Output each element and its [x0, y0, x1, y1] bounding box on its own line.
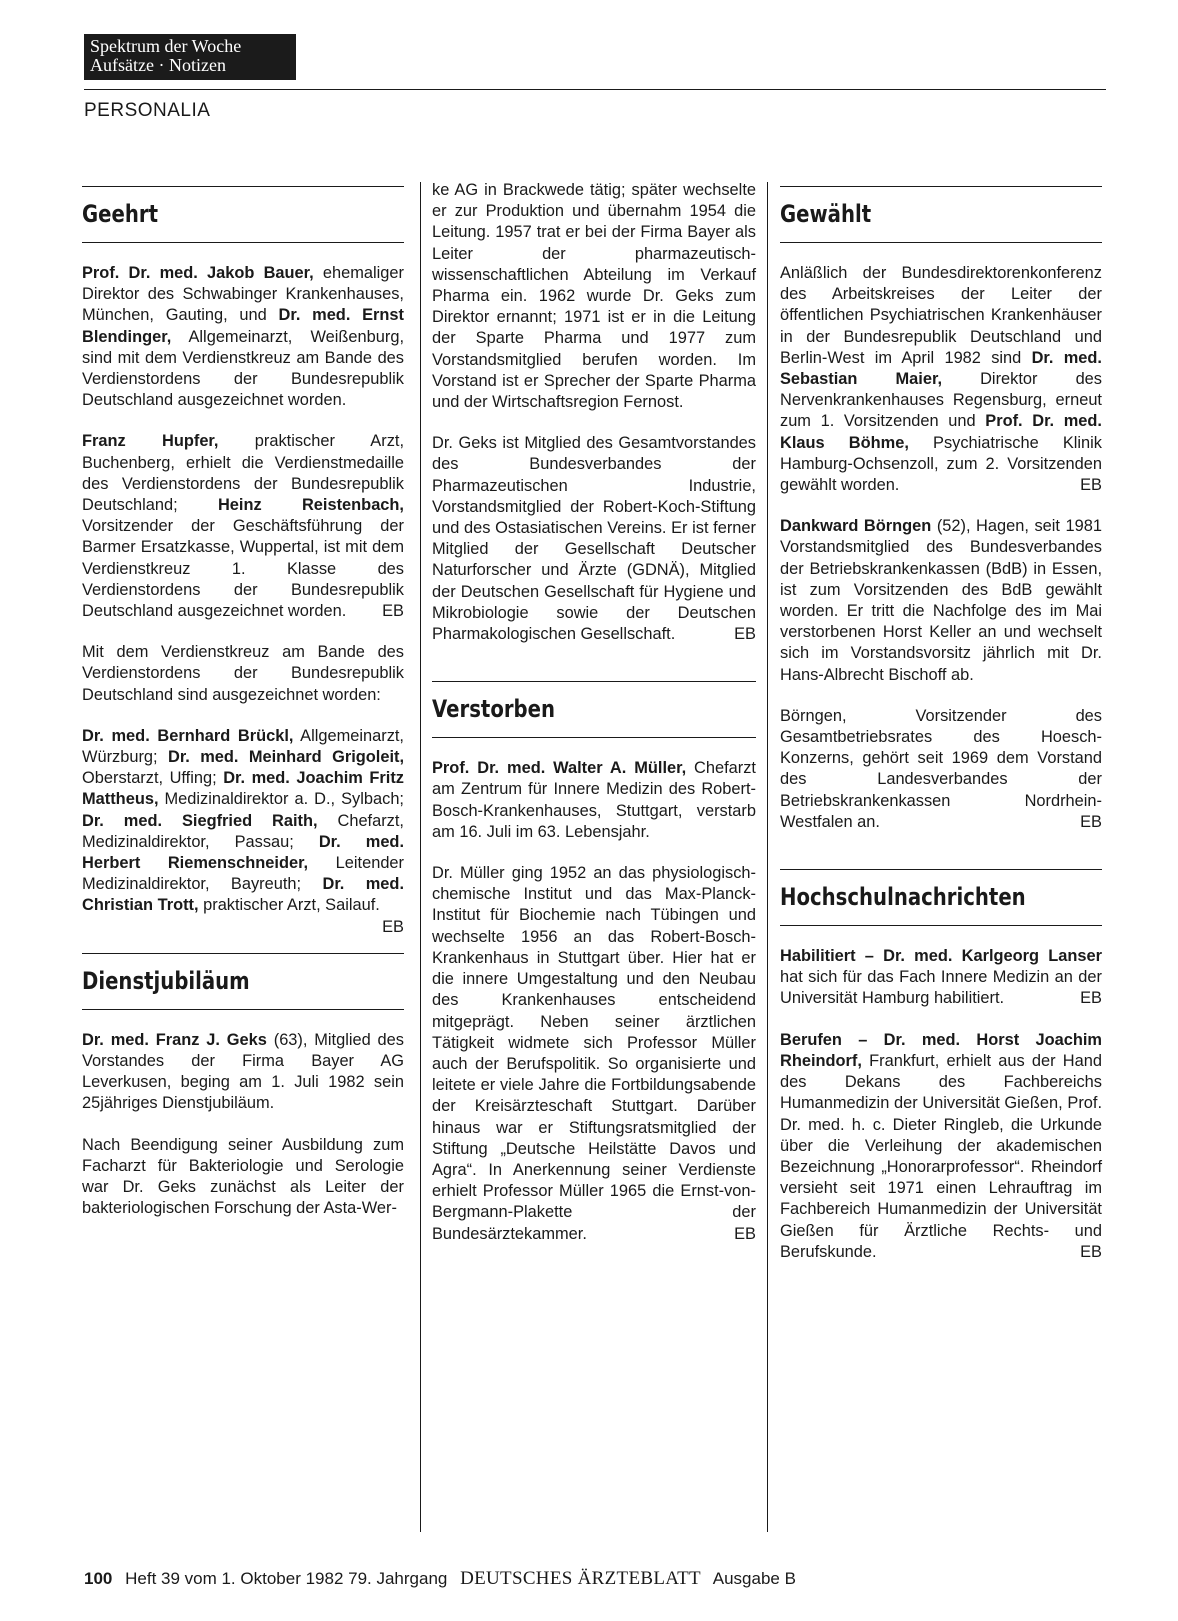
- signoff-eb: EB: [1080, 989, 1102, 1008]
- signoff-eb: EB: [1080, 812, 1102, 831]
- text-run: praktischer Arzt, Buchenberg, erhielt die Verdienstmedaille des Verdienstordens der Bundesrepublik Deutschland;: [82, 432, 404, 515]
- heading-hochschulnachrichten: Hochschulnachrichten: [780, 883, 1026, 912]
- person-name: Franz Hupfer,: [82, 432, 219, 451]
- text-run: Direktor des Nervenkrankenhauses Regensburg, erneut zum 1. Vorsitzenden und: [780, 370, 1102, 431]
- text-run: Anläßlich der Bundesdirektorenkonferenz des Arbeitskreises der Leiter der öffentlichen Psychiatrischen Krankenhäuser in der Bundesrepublik Deutschland und Berlin-West im April 1982 sind: [780, 264, 1102, 367]
- person-name: Prof. Dr. med. Jakob Bauer,: [82, 264, 314, 282]
- text-run: Chefarzt am Zentrum für Innere Medizin des Robert-Bosch-Krankenhauses, Stuttgart, verstarb am 16. Juli im 63. Lebensjahr.: [432, 759, 756, 841]
- signoff-eb: EB: [1080, 476, 1102, 495]
- heading-hochschulnachrichten-block: [780, 869, 1102, 926]
- person-name: Dr. med. Meinhard Grigoleit,: [167, 748, 405, 767]
- text-run: Allgemeinarzt, Weißenburg, sind mit dem Verdienstkreuz am Bande des Verdienstordens der Bundesrepublik Deutschland ausgezeichnet worden.: [82, 327, 404, 410]
- paragraph: [780, 946, 1102, 1010]
- text-run: Psychiatrische Klinik Hamburg-Ochsenzoll, zum 2. Vorsitzenden gewählt worden.: [780, 433, 1102, 495]
- text-run: Nach Beendigung seiner Ausbildung zum Facharzt für Bakteriologie und Serologie war Dr. Geks zunächst als Leiter der bakteriologischen Forschung der Asta-Wer-: [82, 1135, 404, 1218]
- column-1: [82, 186, 404, 1239]
- heading-dienstjubilaeum-block: [82, 953, 404, 1010]
- text-run: Mit dem Verdienstkreuz am Bande des Verdienstordens der Bundesrepublik Deutschland sind ausgezeichnet worden:: [82, 643, 404, 704]
- text-run: Medizinaldirektor a. D., Sylbach;: [158, 790, 404, 809]
- text-run: (63), Mitglied des Vorstandes der Firma Bayer AG Leverkusen, beging am 1. Juli 1982 sein 25jähriges Dienstjubiläum.: [82, 1030, 404, 1113]
- masthead-line-1: Spektrum der Woche: [90, 36, 242, 56]
- person-name: Dr. med. Sebastian Maier,: [780, 348, 1102, 389]
- signoff-eb: EB: [382, 917, 404, 936]
- person-name: Dr. med. Christian Trott,: [82, 875, 404, 915]
- heading-gewaehlt-block: [780, 186, 1102, 243]
- masthead: [84, 34, 296, 80]
- text-run: Chefarzt, Medizinaldirektor, Passau;: [82, 811, 404, 851]
- paragraph: [82, 1030, 404, 1115]
- paragraph: [780, 1030, 1102, 1263]
- section-label: PERSONALIA: [84, 100, 211, 121]
- text-run: ke AG in Brackwede tätig; später wechselte er zur Produktion und übernahm 1954 die Leitung. 1957 trat er bei der Firma Bayer als Leiter der pharmazeutisch-wissenschaftlichen Abteilung im Verkauf Pharma ein. 1962 wurde Dr. Geks zum Direktor ernannt; 1971 ist er in die Leitung der Sparte Pharma und 1977 zum Vorstandsmitglied berufen worden. Im Vorstand ist er Sprecher der Sparte Pharma und der Wirtschaftsregion Fernost.: [432, 181, 756, 412]
- person-name: Dr. med. Joachim Fritz Mattheus,: [82, 769, 404, 809]
- paragraph: [432, 180, 756, 413]
- column-separator-2: [767, 182, 768, 1532]
- magazine-name: DEUTSCHES ÄRZTEBLATT: [460, 1568, 701, 1589]
- text-run: praktischer Arzt, Sailauf.: [198, 896, 380, 915]
- person-name: Berufen – Dr. med. Horst Joachim Rheindorf,: [780, 1030, 1102, 1070]
- heading-dienstjubilaeum: Dienstjubiläum: [82, 966, 250, 995]
- paragraph: [432, 433, 756, 645]
- paragraph: [82, 431, 404, 622]
- heading-geehrt-block: [82, 186, 404, 243]
- person-name: Dr. med. Ernst Blendinger,: [82, 306, 405, 346]
- signoff-eb: EB: [1080, 1242, 1102, 1261]
- person-name: Prof. Dr. med. Klaus Böhme,: [780, 412, 1102, 452]
- text-run: Dr. Geks ist Mitglied des Gesamtvorstandes des Bundesverbandes der Pharmazeutischen Industrie, Vorstandsmitglied der Robert-Koch-Stiftung und des Ostasiatischen Vereins. Er ist ferner Mitglied der Gesellschaft Deutscher Naturforscher und Ärzte (GDNÄ), Mitglied der Deutschen Gesellschaft für Hygiene und Mikrobiologie sowie der Deutschen Pharmakologischen Gesellschaft.: [432, 434, 756, 644]
- heading-verstorben-block: [432, 681, 756, 738]
- column-3: [780, 186, 1102, 1283]
- text-run: ehemaliger Direktor des Schwabinger Krankenhauses, München, Gauting, und: [82, 264, 404, 325]
- heading-geehrt: Geehrt: [82, 200, 158, 228]
- text-run: Dr. Müller ging 1952 an das physiologisch-chemische Institut und das Max-Planck-Institut für Biochemie nach Tübingen und wechselte 1956 an das Robert-Bosch-Krankenhaus in Stuttgart über. Hier hat er die innere Umgestaltung und den Neubau des Krankenhauses entscheidend mitgeprägt. Neben seiner ärztlichen Tätigkeit widmete sich Professor Müller auch der Berufspolitik. So organisierte und leitete er viele Jahre die Fortbildungsabende der Kreisärzteschaft Stuttgart. Darüber hinaus war er Stiftungsratsmitglied der Stiftung „Deutsche Heilstätte Davos und Agra“. In Anerkennung seiner Verdienste erhielt Professor Müller 1965 die Ernst-von-Bergmann-Plakette der Bundesärztekammer.: [432, 864, 756, 1243]
- paragraph: [432, 863, 756, 1245]
- text-run: Vorsitzender der Geschäftsführung der Barmer Ersatzkasse, Wuppertal, ist mit dem Verdienstkreuz 1. Klasse des Verdienstordens der Bundesrepublik Deutschland ausgezeichnet worden.: [82, 517, 404, 621]
- person-name: Dr. med. Herbert Riemenschneider,: [82, 832, 404, 873]
- heading-verstorben: Verstorben: [432, 695, 555, 724]
- masthead-line-2: Aufsätze · Notizen: [90, 55, 226, 75]
- signoff-eb: EB: [734, 625, 756, 644]
- paragraph: [780, 263, 1102, 496]
- page-footer: [84, 1568, 796, 1590]
- person-name: Dr. med. Siegfried Raith,: [82, 811, 318, 830]
- text-run: Leitender Medizinaldirektor, Bayreuth;: [82, 854, 405, 894]
- text-run: (52), Hagen, seit 1981 Vorstandsmitglied des Bundesverbandes der Betriebskrankenkassen (BdB) in Essen, ist zum Vorsitzenden des BdB gewählt worden. Er tritt die Nachfolge des im Mai verstorbenen Horst Keller an und wechselt sich im Vorstandsvorsitz jährlich mit Dr. Hans-Albrecht Bischoff ab.: [780, 517, 1102, 684]
- signoff-eb: EB: [734, 1224, 756, 1243]
- top-rule: [84, 89, 1106, 90]
- person-name: Heinz Reistenbach,: [217, 496, 404, 515]
- paragraph: [82, 726, 405, 936]
- issue-info: Heft 39 vom 1. Oktober 1982 79. Jahrgang: [125, 1569, 448, 1588]
- text-run: Frankfurt, erhielt aus der Hand des Dekans des Fachbereichs Humanmedizin der Universität Gießen, Prof. Dr. med. h. c. Dieter Ringleb, die Urkunde über die Verleihung der akademischen Bezeichnung „Honorarprofessor“. Rheindorf versieht seit 1971 einen Lehrauftrag im Fachbereich Humanmedizin der Universität Gießen für Ärztliche Rechts- und Berufskunde.: [780, 1051, 1102, 1261]
- heading-gewaehlt: Gewählt: [780, 200, 872, 228]
- paragraph: [780, 516, 1102, 686]
- person-name: Dr. med. Franz J. Geks: [82, 1030, 267, 1049]
- paragraph: [82, 263, 404, 411]
- person-name: Dr. med. Bernhard Brückl,: [82, 726, 294, 745]
- signoff-eb: EB: [382, 602, 404, 621]
- column-2: [432, 180, 756, 1265]
- text-run: hat sich für das Fach Innere Medizin an der Universität Hamburg habilitiert.: [780, 968, 1102, 1008]
- paragraph: [780, 706, 1102, 833]
- person-name: Habilitiert – Dr. med. Karlgeorg Lanser: [780, 947, 1102, 966]
- page-number: 100: [84, 1569, 113, 1588]
- person-name: Dankward Börngen: [780, 517, 932, 536]
- text-run: Börngen, Vorsitzender des Gesamtbetriebsrates des Hoesch-Konzerns, gehört seit 1969 dem Vorstand des Landesverbandes der Betriebskrankenkassen Nordrhein-Westfalen an.: [780, 706, 1102, 831]
- paragraph: [432, 758, 756, 843]
- text-run: Oberstarzt, Uffing;: [82, 769, 224, 788]
- text-run: Allgemeinarzt, Würzburg;: [82, 726, 404, 767]
- column-separator-1: [420, 182, 421, 1532]
- paragraph: [82, 642, 404, 706]
- paragraph: [82, 1135, 404, 1220]
- edition: Ausgabe B: [712, 1569, 796, 1588]
- person-name: Prof. Dr. med. Walter A. Müller,: [432, 759, 687, 778]
